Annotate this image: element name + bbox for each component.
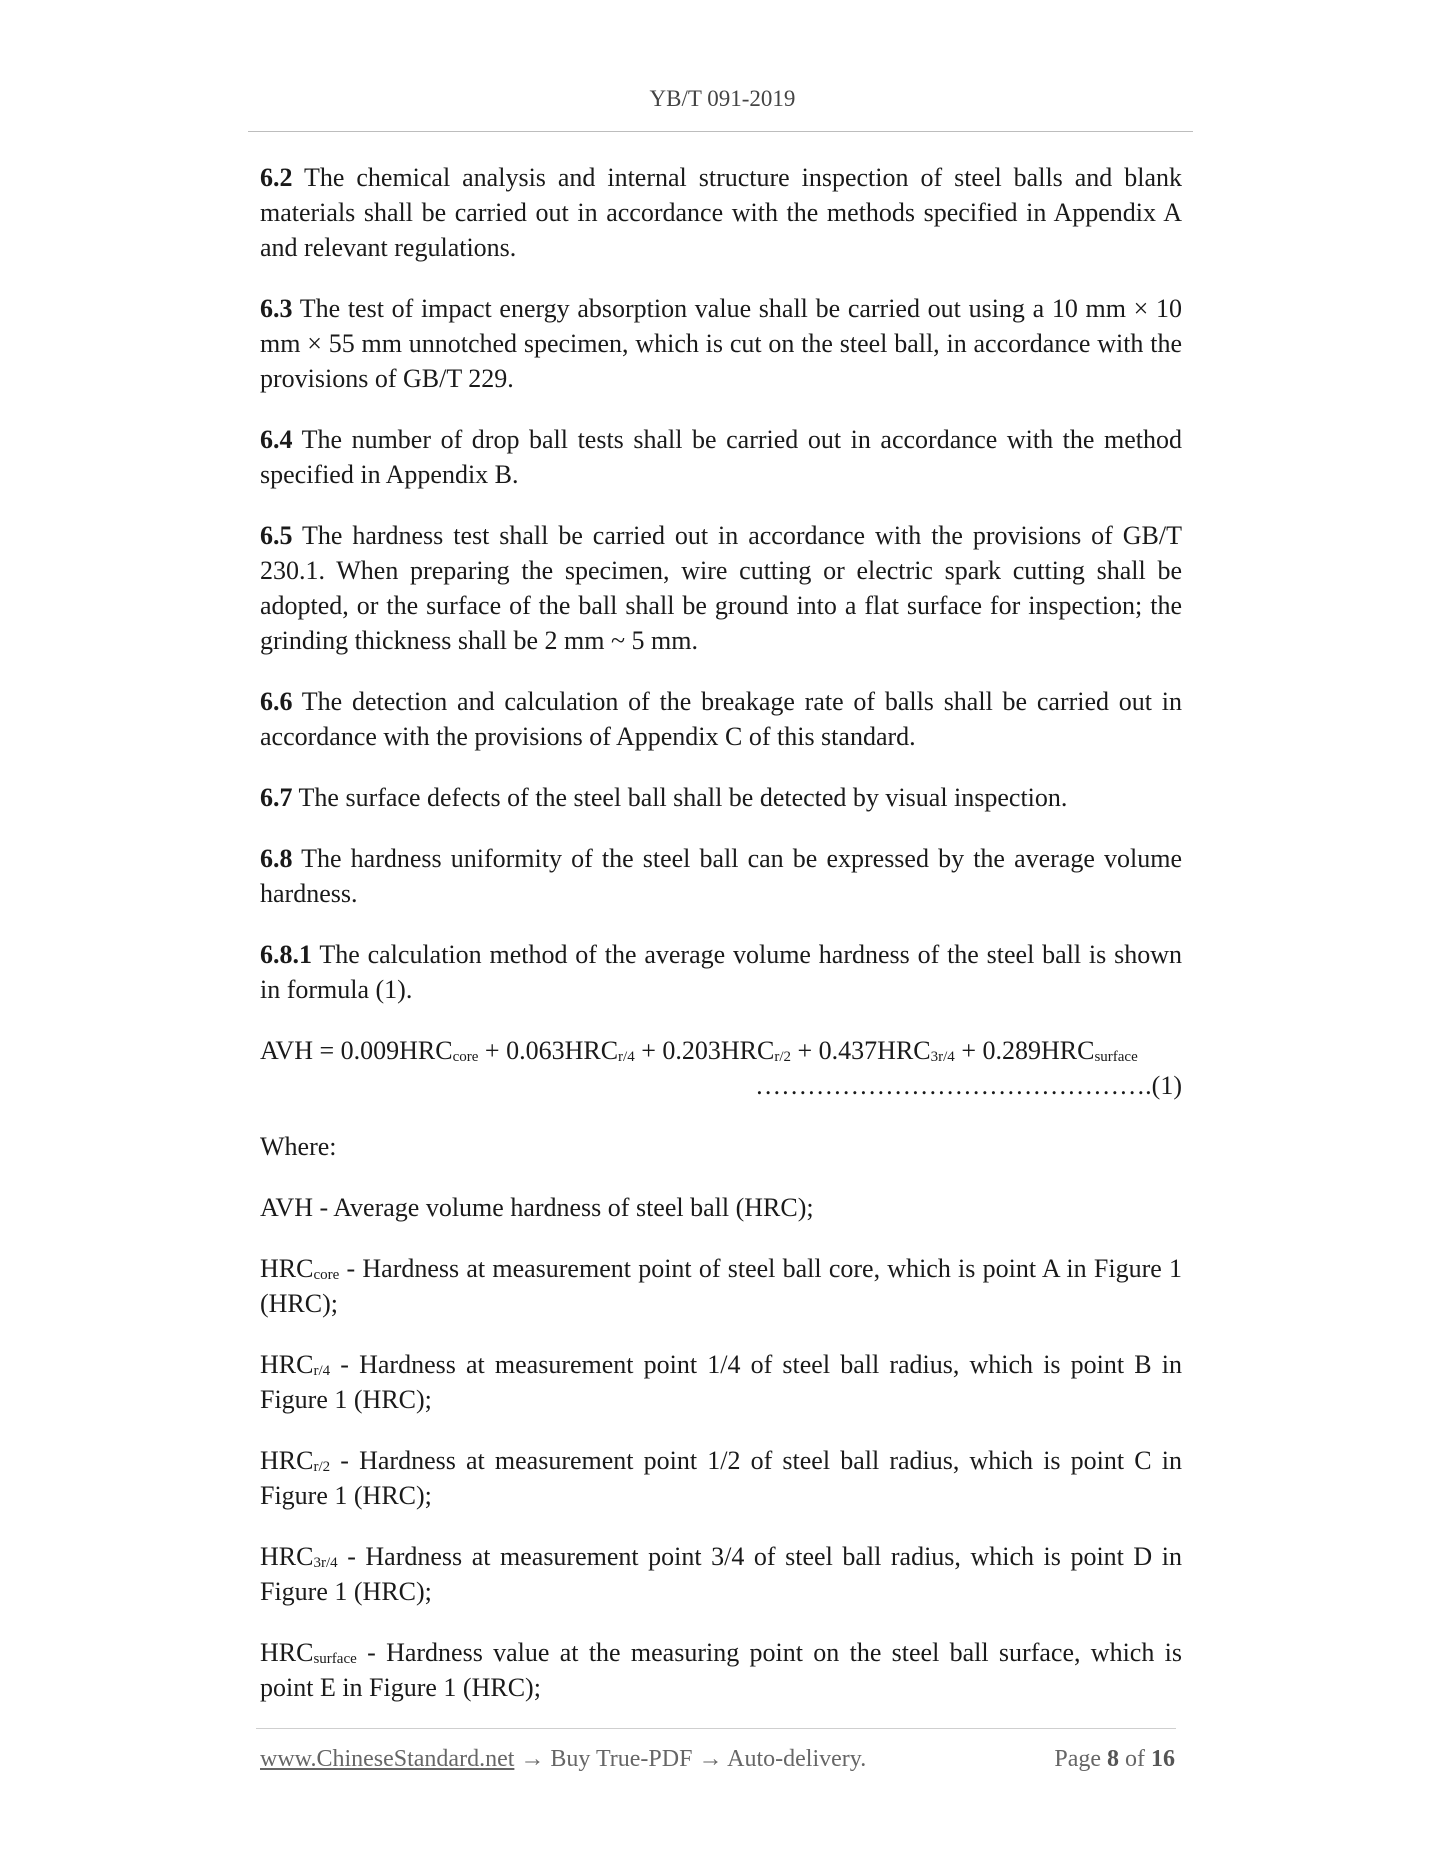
formula-1 [260, 1033, 1182, 1103]
formula-subscript: surface [1094, 1049, 1138, 1065]
symbol: HRC [260, 1446, 314, 1475]
clause-6-6 [260, 684, 1182, 754]
definition-text: - Hardness value at the measuring point on the steel ball surface, which is point E in Figure 1 (HRC); [260, 1638, 1182, 1702]
of-label: of [1119, 1746, 1151, 1772]
symbol-subscript: 3r/4 [313, 1555, 338, 1571]
formula-term: AVH = 0.009HRC [260, 1036, 453, 1065]
definition-hrc-core [260, 1251, 1182, 1321]
clause-6-8 [260, 841, 1182, 911]
clause-number: 6.8 [260, 844, 293, 873]
formula-subscript: r/4 [618, 1049, 635, 1065]
footer-rule [256, 1728, 1176, 1729]
formula-subscript: r/2 [774, 1049, 792, 1065]
page-indicator [1054, 1746, 1175, 1773]
clause-6-4 [260, 422, 1182, 492]
formula-expression [260, 1033, 1182, 1068]
clause-text: The test of impact energy absorption value shall be carried out using a 10 mm × 10 mm × 55 mm unnotched specimen, which is cut on the steel ball, in accordance with the provisions of GB/T 229. [260, 294, 1182, 393]
clause-6-5 [260, 518, 1182, 658]
symbol-subscript: surface [313, 1651, 357, 1667]
page-label: Page [1054, 1746, 1107, 1772]
clause-number: 6.7 [260, 783, 293, 812]
clause-text: The detection and calculation of the breakage rate of balls shall be carried out in accordance with the provisions of Appendix C of this standard. [260, 687, 1182, 751]
buy-text: Buy True-PDF [550, 1746, 693, 1772]
definition-text: - Hardness at measurement point 3/4 of steel ball radius, which is point D in Figure 1 (HRC); [260, 1542, 1182, 1606]
clause-number: 6.3 [260, 294, 293, 323]
website-link[interactable]: www.ChineseStandard.net [260, 1746, 515, 1772]
definition-hrc-3r4 [260, 1539, 1182, 1609]
definition-avh: AVH - Average volume hardness of steel ball (HRC); [260, 1193, 814, 1222]
where-label: Where: [260, 1132, 337, 1161]
clause-text: The chemical analysis and internal structure inspection of steel balls and blank materials shall be carried out in accordance with the methods specified in Appendix A and relevant regulations. [260, 163, 1182, 262]
definition-text: - Hardness at measurement point 1/4 of steel ball radius, which is point B in Figure 1 (HRC); [260, 1350, 1182, 1414]
symbol: HRC [260, 1542, 314, 1571]
symbol: HRC [260, 1254, 314, 1283]
formula-term: + 0.063HRC [478, 1036, 619, 1065]
arrow-icon: → [514, 1746, 551, 1772]
clause-number: 6.8.1 [260, 940, 312, 969]
clause-text: The number of drop ball tests shall be carried out in accordance with the method specified in Appendix B. [260, 425, 1182, 489]
header-title: YB/T 091-2019 [649, 86, 796, 111]
definition-text: - Hardness at measurement point of steel ball core, which is point A in Figure 1 (HRC); [260, 1254, 1182, 1318]
clause-text: The surface defects of the steel ball shall be detected by visual inspection. [292, 783, 1068, 812]
clause-number: 6.2 [260, 163, 293, 192]
page-number: 8 [1107, 1746, 1119, 1772]
clause-6-2 [260, 160, 1182, 265]
symbol-subscript: r/4 [313, 1363, 331, 1379]
formula-term: + 0.289HRC [954, 1036, 1095, 1065]
formula-subscript: 3r/4 [930, 1049, 955, 1065]
document-body [260, 160, 1182, 1731]
symbol: HRC [260, 1350, 314, 1379]
clause-text: The hardness uniformity of the steel ball can be expressed by the average volume hardness. [260, 844, 1182, 908]
symbol-subscript: core [313, 1267, 340, 1283]
arrow-icon: → [692, 1746, 728, 1772]
definition-hrc-surface [260, 1635, 1182, 1705]
formula-term: + 0.203HRC [634, 1036, 775, 1065]
clause-text: The hardness test shall be carried out in accordance with the provisions of GB/T 230.1. When preparing the specimen, wire cutting or electric spark cutting shall be adopted, or the surface of the ball shall be ground into a flat surface for inspection; the grinding thickness shall be 2 mm ~ 5 mm. [260, 521, 1182, 655]
page-total: 16 [1151, 1746, 1175, 1772]
footer-promo [260, 1746, 866, 1773]
clause-number: 6.4 [260, 425, 293, 454]
clause-6-8-1 [260, 937, 1182, 1007]
clause-text: The calculation method of the average volume hardness of the steel ball is shown in formula (1). [260, 940, 1182, 1004]
symbol-subscript: r/2 [313, 1459, 331, 1475]
header-rule [248, 131, 1193, 132]
formula-term: + 0.437HRC [791, 1036, 931, 1065]
clause-6-3 [260, 291, 1182, 396]
clause-number: 6.6 [260, 687, 293, 716]
clause-6-7 [260, 780, 1182, 815]
delivery-text: Auto-delivery. [727, 1746, 867, 1772]
symbol: HRC [260, 1638, 314, 1667]
formula-subscript: core [452, 1049, 479, 1065]
formula-number: ……………………………………….(1) [755, 1071, 1182, 1100]
definition-text: - Hardness at measurement point 1/2 of steel ball radius, which is point C in Figure 1 (HRC); [260, 1446, 1182, 1510]
definition-hrc-r2 [260, 1443, 1182, 1513]
definition-hrc-r4 [260, 1347, 1182, 1417]
clause-number: 6.5 [260, 521, 293, 550]
